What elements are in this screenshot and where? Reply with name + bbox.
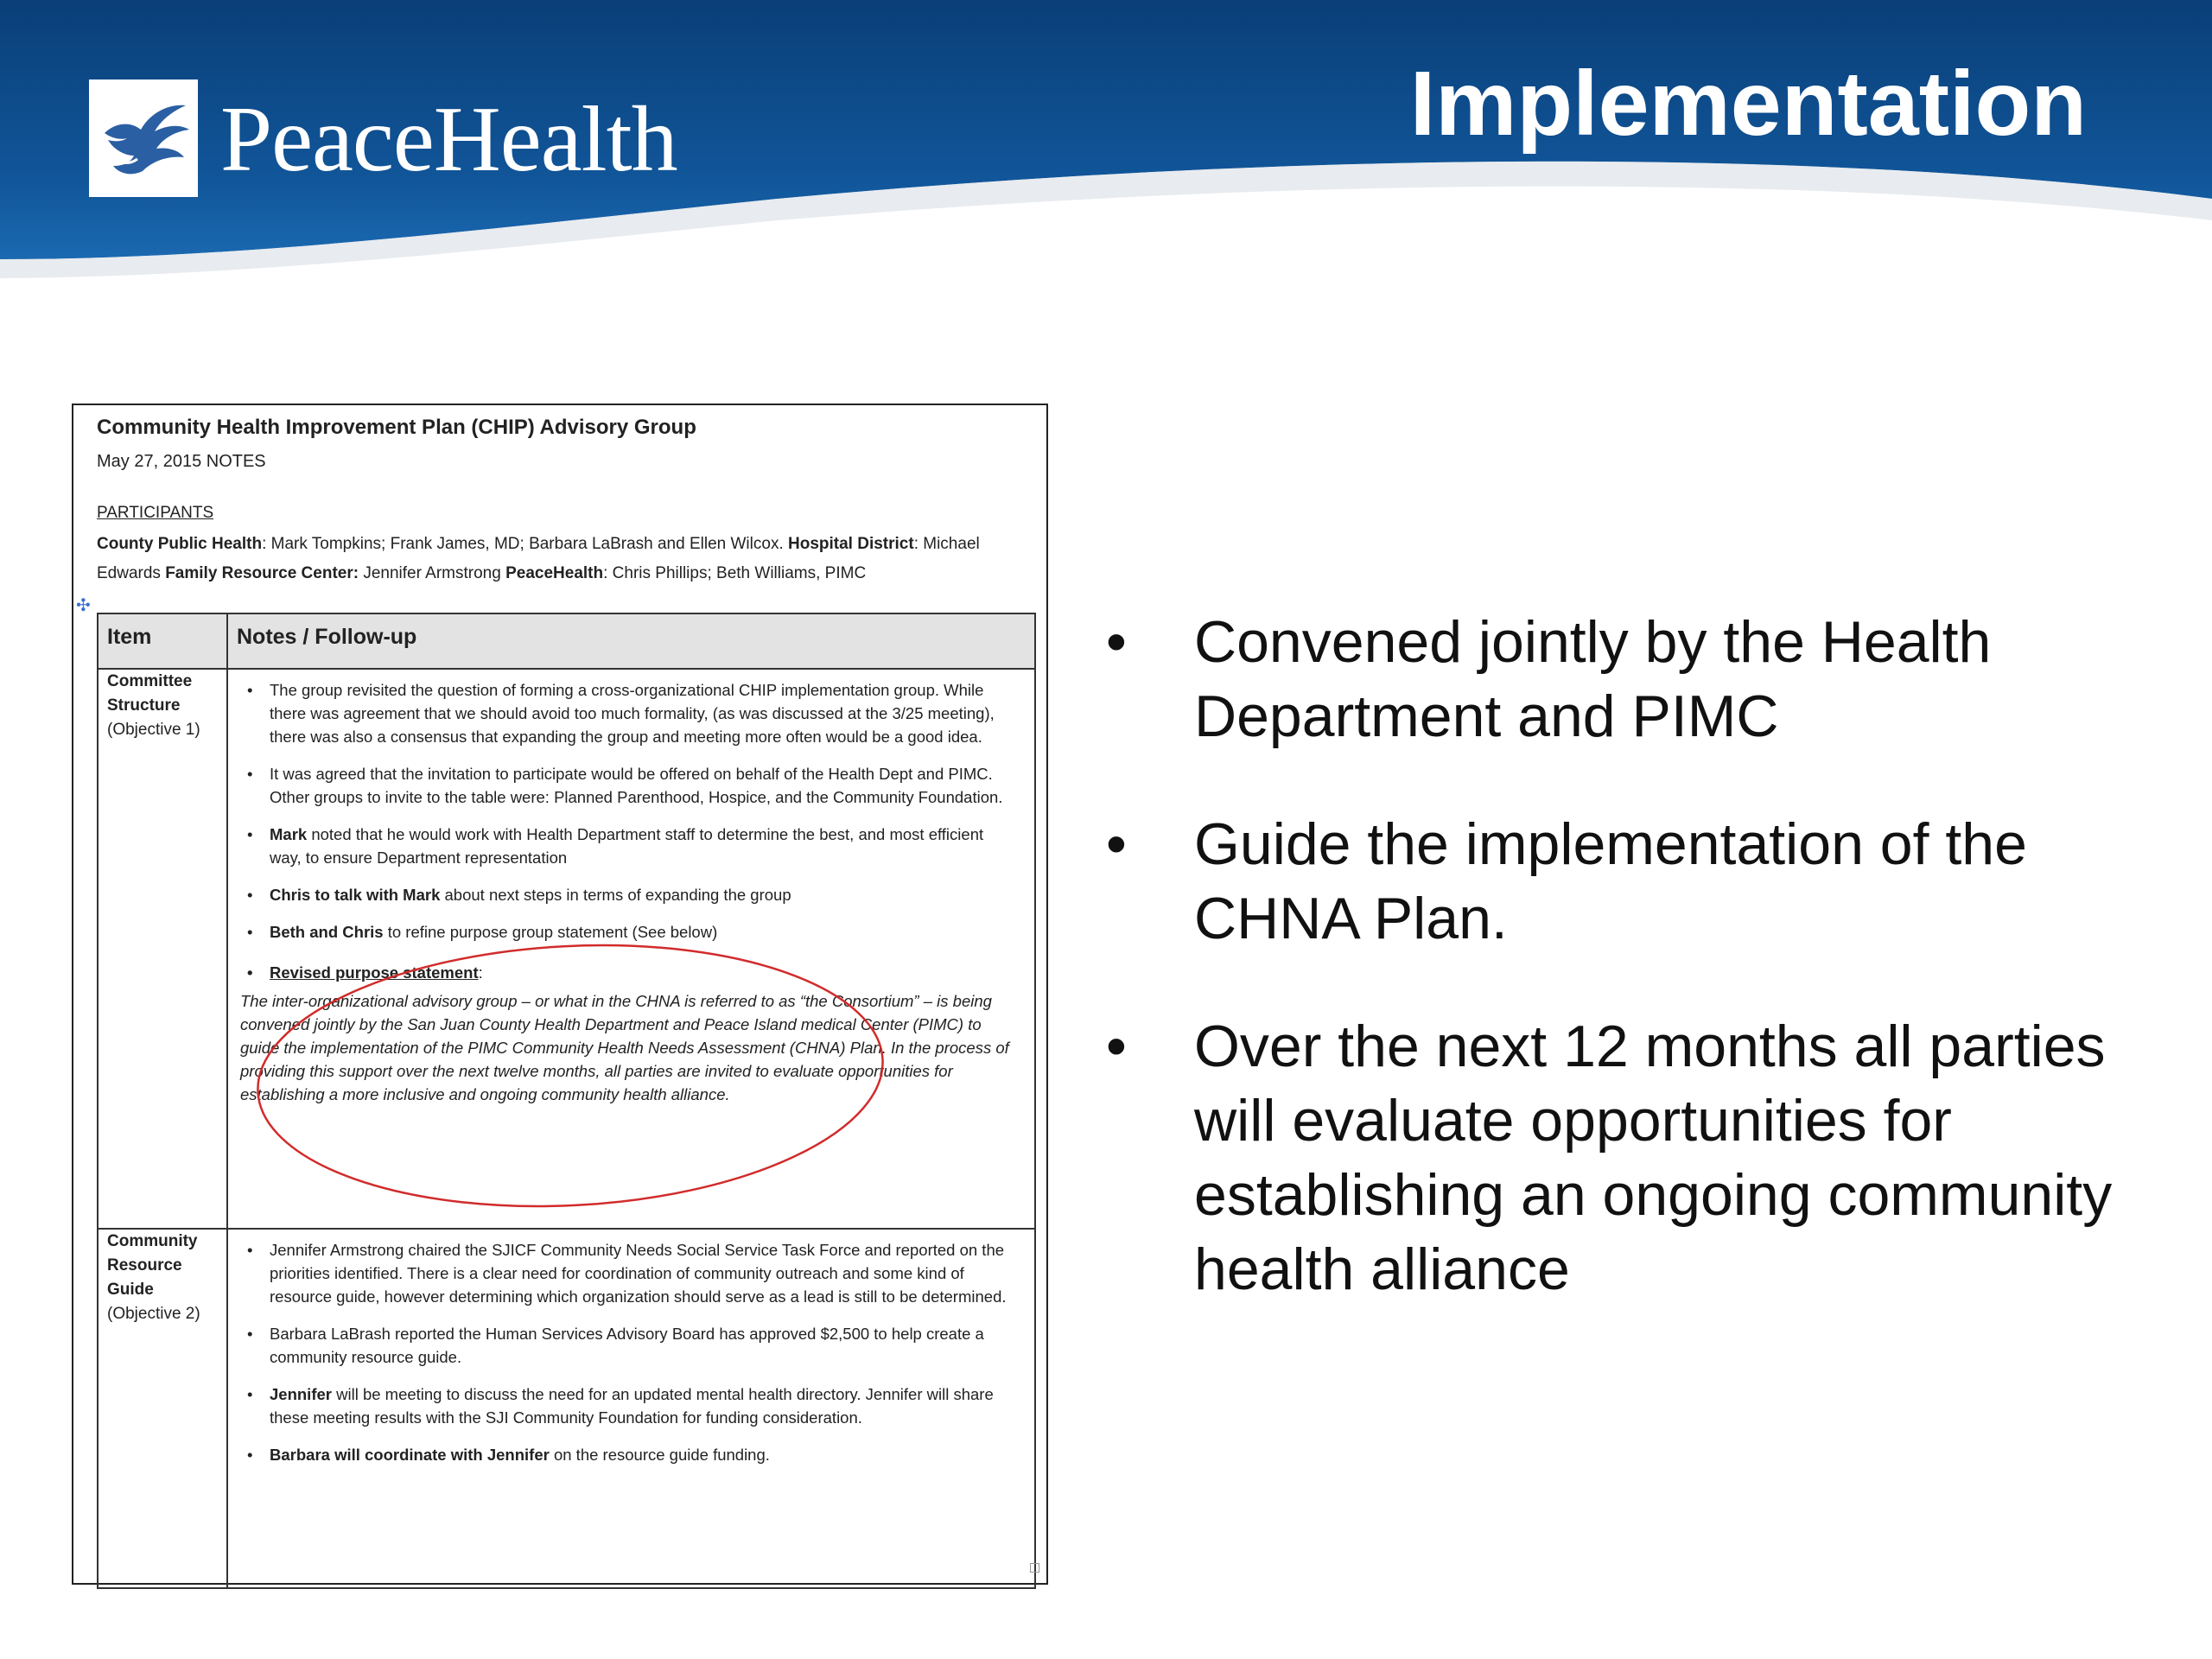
notes-cell: • The group revisited the question of forming a cross-organizational CHIP implementation group. While there was agreement that we should avoid too much formality, (as was discussed at the 3/25 meeting), there was also a consensus that expanding the group and meeting more often would be a good idea. • It was agreed that the invitation to participate would be offered on behalf of the Health Dept and PIMC. Other groups to invite to the table were: Planned Parenthood, Hospice, and the Community Foundation. • Mark noted that he would work with Health Department staff to determine the best, and most efficient way, to ensure Department representation • Chris to talk with Mark about next steps in terms of expanding the group • Beth and Chris to refine purpose group statement (See below) • Revised purpose statement: The inter-organizational advisory group – or what in the CHNA is referred to as “the Consortium” – is being convened jointly by the San Juan County Health Department and Peace Island medical Center (PIMC) to guide the implementation of the PIMC Community Health Needs Assessment (CHNA) Plan. In the process of providing this support over the next twelve months, all parties are invited to evaluate opportunities for establishing a more inclusive and ongoing community health alliance. xyxy=(227,669,1035,1229)
table-row xyxy=(98,1229,1035,1588)
participant-group-label: Family Resource Center: xyxy=(165,564,359,582)
item-objective: (Objective 2) xyxy=(107,1305,200,1323)
peacehealth-logo xyxy=(89,79,198,197)
purpose-heading: • Revised purpose statement xyxy=(270,963,479,982)
note-item: • Beth and Chris to refine purpose group statement (See below) xyxy=(270,920,1019,944)
item-objective: (Objective 1) xyxy=(107,721,200,739)
bullet-list xyxy=(1099,605,2171,1360)
participant-names: : Chris Phillips; Beth Williams, PIMC xyxy=(603,564,867,582)
bullet-item: • Convened jointly by the Health Department and PIMC xyxy=(1099,605,2171,753)
bullet-item: • Over the next 12 months all parties will evaluate opportunities for establishing an ongoing community health alliance xyxy=(1099,1009,2171,1306)
participants-heading: PARTICIPANTS xyxy=(97,504,214,522)
item-cell xyxy=(98,1229,227,1588)
bullet-dot-icon: • xyxy=(1106,1014,1127,1079)
note-item: • The group revisited the question of forming a cross-organizational CHIP implementation group. While there was agreement that we should avoid too much formality, (as was discussed at the 3/25 meeting), there was also a consensus that expanding the group and meeting more often would be a good idea. xyxy=(270,678,1019,748)
note-item: • Jennifer Armstrong chaired the SJICF Community Needs Social Service Task Force and reported on the priorities identified. There is a clear need for coordination of community outreach and some kind of resource guide, however determining which organization should serve as a lead is still to be determined. xyxy=(270,1238,1019,1308)
bullet-item: • Guide the implementation of the CHNA Plan. xyxy=(1099,807,2171,956)
item-title: Committee Structure xyxy=(107,672,193,715)
item-cell xyxy=(98,669,227,1229)
highlight-ellipse xyxy=(244,921,897,1230)
document-title: Community Health Improvement Plan (CHIP) Advisory Group xyxy=(97,416,696,439)
participant-names: : Mark Tompkins; Frank James, MD; Barbara LaBrash and Ellen Wilcox. xyxy=(262,535,784,553)
participant-names: : Michael Edwards xyxy=(97,535,980,582)
purpose-statement: The inter-organizational advisory group – or what in the CHNA is referred to as “the Consortium” – is being convened jointly by the San Juan County Health Department and Peace Island medical Center (PIMC) to guide the implementation of the PIMC Community Health Needs Assessment (CHNA) Plan. In the process of providing this support over the next twelve months, all parties are invited to evaluate opportunities for establishing a more inclusive and ongoing community health alliance. xyxy=(240,992,1009,1103)
slide-title: Implementation xyxy=(1409,53,2087,155)
document-date: May 27, 2015 NOTES xyxy=(97,452,266,471)
participant-names: Jennifer Armstrong xyxy=(359,564,501,582)
brand-name: PeaceHealth xyxy=(220,88,677,191)
bullet-dot-icon: • xyxy=(1106,609,1127,675)
item-title: Community Resource Guide xyxy=(107,1232,198,1299)
table-header-notes: Notes / Follow-up xyxy=(227,613,1035,669)
participants-list xyxy=(97,530,1021,588)
dove-icon xyxy=(89,79,198,197)
table-header-item: Item xyxy=(98,613,227,669)
note-item: • Chris to talk with Mark about next steps in terms of expanding the group xyxy=(270,883,1019,906)
note-item: • Mark noted that he would work with Health Department staff to determine the best, and most efficient way, to ensure Department representation xyxy=(270,823,1019,869)
table-resize-handle xyxy=(1030,1563,1039,1573)
bullet-dot-icon: • xyxy=(1106,811,1127,877)
table-move-handle-icon: ✣ xyxy=(76,596,91,615)
note-item: • Barbara LaBrash reported the Human Services Advisory Board has approved $2,500 to help create a community resource guide. xyxy=(270,1322,1019,1369)
note-item: • Jennifer will be meeting to discuss the need for an updated mental health directory. Jennifer will share these meeting results with the SJI Community Foundation for funding consideration. xyxy=(270,1382,1019,1429)
notes-cell xyxy=(227,1229,1035,1588)
participant-group-label: County Public Health xyxy=(97,535,263,553)
note-item: • It was agreed that the invitation to participate would be offered on behalf of the Health Dept and PIMC. Other groups to invite to the table were: Planned Parenthood, Hospice, and the Community Foundation. xyxy=(270,762,1019,809)
participant-group-label: Hospital District xyxy=(788,535,914,553)
note-item: • Barbara will coordinate with Jennifer on the resource guide funding. xyxy=(270,1443,1019,1466)
participant-group-label: PeaceHealth xyxy=(505,564,604,582)
